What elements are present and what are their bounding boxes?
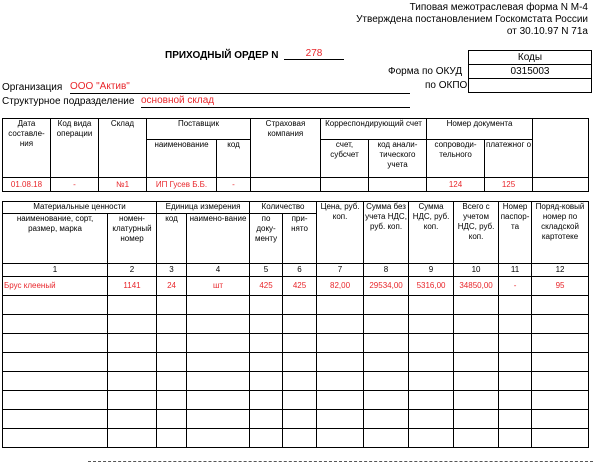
table-row <box>3 429 589 448</box>
mat-num-cell <box>108 296 157 315</box>
total-cell <box>454 296 499 315</box>
total-cell <box>454 353 499 372</box>
mat-num-cell <box>108 391 157 410</box>
mat-num-cell <box>108 429 157 448</box>
table-row <box>3 315 589 334</box>
passport-cell <box>499 296 532 315</box>
vat-cell <box>409 353 454 372</box>
table-row <box>3 178 589 192</box>
dept-label: Структурное подразделение <box>2 96 135 107</box>
table-row <box>3 296 589 315</box>
sum-novat-cell <box>364 334 409 353</box>
approval-line: Утверждена постановлением Госкомстата России <box>356 14 588 25</box>
unit-name-cell: шт <box>187 277 250 296</box>
price-cell <box>317 296 364 315</box>
table-row <box>3 353 589 372</box>
col-ordnum-header: Поряд-ковый номер по складской картотеке <box>532 202 589 264</box>
ordnum-cell <box>532 429 589 448</box>
col-number: 9 <box>409 264 454 277</box>
ordnum-cell: 95 <box>532 277 589 296</box>
supplier-code-cell: - <box>217 178 251 192</box>
qty-recv-cell <box>283 429 317 448</box>
unit-code-cell <box>157 410 187 429</box>
mat-name-cell: Брус клееный <box>3 277 108 296</box>
col-corr-header: Корреспондирующий счет <box>321 119 427 140</box>
vat-cell <box>409 296 454 315</box>
price-cell <box>317 391 364 410</box>
ordnum-cell <box>532 391 589 410</box>
passport-cell <box>499 391 532 410</box>
qty-doc-cell <box>250 410 283 429</box>
col-number: 2 <box>108 264 157 277</box>
unit-name-cell <box>187 296 250 315</box>
col-warehouse-header: Склад <box>99 119 147 178</box>
price-cell <box>317 353 364 372</box>
col-sum-novat-header: Сумма без учета НДС, руб. коп. <box>364 202 409 264</box>
unit-code-cell: 24 <box>157 277 187 296</box>
supplier-name-cell: ИП Гусев Б.Б. <box>147 178 217 192</box>
table-row <box>3 334 589 353</box>
org-label: Организация <box>2 82 63 93</box>
total-cell <box>454 410 499 429</box>
blank-cell <box>533 178 589 192</box>
corr-acc-cell <box>321 178 369 192</box>
unit-name-cell <box>187 334 250 353</box>
qty-doc-cell <box>250 391 283 410</box>
col-qty-recv-header: при-нято <box>283 214 317 264</box>
vat-cell: 5316,00 <box>409 277 454 296</box>
col-unit-name-header: наимено-вание <box>187 214 250 264</box>
qty-doc-cell <box>250 296 283 315</box>
warehouse-cell: №1 <box>99 178 147 192</box>
insurer-cell <box>251 178 321 192</box>
col-materials-header: Материальные ценности <box>3 202 157 214</box>
mat-num-cell <box>108 372 157 391</box>
col-number: 6 <box>283 264 317 277</box>
qty-recv-cell: 425 <box>283 277 317 296</box>
unit-name-cell <box>187 410 250 429</box>
col-insurer-header: Страховая компания <box>251 119 321 178</box>
mat-num-cell <box>108 315 157 334</box>
sum-novat-cell <box>364 372 409 391</box>
okud-value: 0315003 <box>468 64 592 79</box>
materials-table <box>2 201 589 448</box>
ordnum-cell <box>532 315 589 334</box>
passport-cell <box>499 353 532 372</box>
ordnum-cell <box>532 296 589 315</box>
table-row <box>3 372 589 391</box>
col-date-header: Дата составле-ния <box>3 119 51 178</box>
total-cell <box>454 315 499 334</box>
mat-name-cell <box>3 429 108 448</box>
price-cell <box>317 334 364 353</box>
col-vat-header: Сумма НДС, руб. коп. <box>409 202 454 264</box>
vat-cell <box>409 429 454 448</box>
unit-name-cell <box>187 391 250 410</box>
okpo-value <box>468 78 592 93</box>
dept-value: основной склад <box>141 95 410 108</box>
sum-novat-cell <box>364 315 409 334</box>
table-row <box>3 277 589 296</box>
col-docnum-header: Номер документа <box>427 119 533 140</box>
total-cell <box>454 429 499 448</box>
col-number: 11 <box>499 264 532 277</box>
col-number: 4 <box>187 264 250 277</box>
qty-recv-cell <box>283 353 317 372</box>
passport-cell <box>499 372 532 391</box>
price-cell <box>317 429 364 448</box>
vat-cell <box>409 372 454 391</box>
col-number: 12 <box>532 264 589 277</box>
col-number: 1 <box>3 264 108 277</box>
mat-num-cell <box>108 334 157 353</box>
passport-cell <box>499 410 532 429</box>
vat-cell <box>409 410 454 429</box>
col-optype-header: Код вида операции <box>51 119 99 178</box>
ordnum-cell <box>532 410 589 429</box>
qty-recv-cell <box>283 334 317 353</box>
mat-num-cell <box>108 410 157 429</box>
price-cell <box>317 315 364 334</box>
unit-code-cell <box>157 372 187 391</box>
blank-header <box>533 119 589 178</box>
unit-code-cell <box>157 353 187 372</box>
table-row <box>3 410 589 429</box>
col-doc-pay-header: платежног о <box>485 140 533 178</box>
col-number: 7 <box>317 264 364 277</box>
ordnum-cell <box>532 334 589 353</box>
order-header-table <box>2 118 589 192</box>
optype-cell: - <box>51 178 99 192</box>
col-unit-code-header: код <box>157 214 187 264</box>
codes-header: Коды <box>468 50 592 65</box>
col-number: 8 <box>364 264 409 277</box>
qty-recv-cell <box>283 296 317 315</box>
sum-novat-cell <box>364 429 409 448</box>
col-mat-num-header: номен-клатурный номер <box>108 214 157 264</box>
unit-name-cell <box>187 353 250 372</box>
col-doc-accomp-header: сопроводи-тельного <box>427 140 485 178</box>
table-row <box>3 391 589 410</box>
col-number: 5 <box>250 264 283 277</box>
passport-cell <box>499 429 532 448</box>
unit-name-cell <box>187 315 250 334</box>
col-total-header: Всего с учетом НДС, руб. коп. <box>454 202 499 264</box>
passport-cell <box>499 334 532 353</box>
sum-novat-cell <box>364 296 409 315</box>
col-qty-doc-header: по доку-менту <box>250 214 283 264</box>
unit-code-cell <box>157 315 187 334</box>
qty-recv-cell <box>283 315 317 334</box>
total-cell <box>454 391 499 410</box>
mat-name-cell <box>3 410 108 429</box>
corr-code-cell <box>369 178 427 192</box>
unit-code-cell <box>157 429 187 448</box>
okud-label: Форма по ОКУД <box>388 66 463 77</box>
mat-name-cell <box>3 391 108 410</box>
col-unit-header: Единица измерения <box>157 202 250 214</box>
vat-cell <box>409 315 454 334</box>
col-supplier-code-header: код <box>217 140 251 178</box>
col-supplier-header: Поставщик <box>147 119 251 140</box>
ordnum-cell <box>532 372 589 391</box>
col-corr-acc-header: счет, субсчет <box>321 140 369 178</box>
total-cell <box>454 334 499 353</box>
doc-number: 278 <box>284 48 344 60</box>
mat-name-cell <box>3 334 108 353</box>
passport-cell <box>499 315 532 334</box>
ordnum-cell <box>532 353 589 372</box>
col-qty-header: Количество <box>250 202 317 214</box>
mat-name-cell <box>3 372 108 391</box>
sum-novat-cell: 29534,00 <box>364 277 409 296</box>
col-number: 3 <box>157 264 187 277</box>
approval-date-line: от 30.10.97 N 71а <box>506 26 588 37</box>
qty-doc-cell <box>250 429 283 448</box>
qty-doc-cell <box>250 372 283 391</box>
col-mat-name-header: наименование, сорт, размер, марка <box>3 214 108 264</box>
doc-pay-cell: 125 <box>485 178 533 192</box>
doc-accomp-cell: 124 <box>427 178 485 192</box>
price-cell: 82,00 <box>317 277 364 296</box>
col-corr-code-header: код анали-тического учета <box>369 140 427 178</box>
okpo-label: по ОКПО <box>425 80 468 91</box>
unit-name-cell <box>187 429 250 448</box>
col-supplier-name-header: наименование <box>147 140 217 178</box>
doc-title: ПРИХОДНЫЙ ОРДЕР N <box>165 50 279 61</box>
vat-cell <box>409 334 454 353</box>
unit-name-cell <box>187 372 250 391</box>
qty-doc-cell <box>250 315 283 334</box>
form-type-line: Типовая межотраслевая форма N М-4 <box>409 2 588 13</box>
total-cell <box>454 372 499 391</box>
col-passport-header: Номер паспор-та <box>499 202 532 264</box>
sum-novat-cell <box>364 410 409 429</box>
sum-novat-cell <box>364 353 409 372</box>
mat-name-cell <box>3 353 108 372</box>
org-value: ООО "Актив" <box>70 81 410 94</box>
col-price-header: Цена, руб. коп. <box>317 202 364 264</box>
column-number-row <box>3 264 589 277</box>
mat-num-cell <box>108 353 157 372</box>
qty-doc-cell <box>250 334 283 353</box>
mat-num-cell: 1141 <box>108 277 157 296</box>
unit-code-cell <box>157 334 187 353</box>
sum-novat-cell <box>364 391 409 410</box>
total-cell: 34850,00 <box>454 277 499 296</box>
unit-code-cell <box>157 296 187 315</box>
qty-recv-cell <box>283 372 317 391</box>
mat-name-cell <box>3 315 108 334</box>
qty-doc-cell <box>250 353 283 372</box>
qty-recv-cell <box>283 410 317 429</box>
price-cell <box>317 372 364 391</box>
cut-line <box>88 461 593 462</box>
date-cell: 01.08.18 <box>3 178 51 192</box>
unit-code-cell <box>157 391 187 410</box>
qty-recv-cell <box>283 391 317 410</box>
col-number: 10 <box>454 264 499 277</box>
price-cell <box>317 410 364 429</box>
mat-name-cell <box>3 296 108 315</box>
passport-cell: - <box>499 277 532 296</box>
vat-cell <box>409 391 454 410</box>
qty-doc-cell: 425 <box>250 277 283 296</box>
